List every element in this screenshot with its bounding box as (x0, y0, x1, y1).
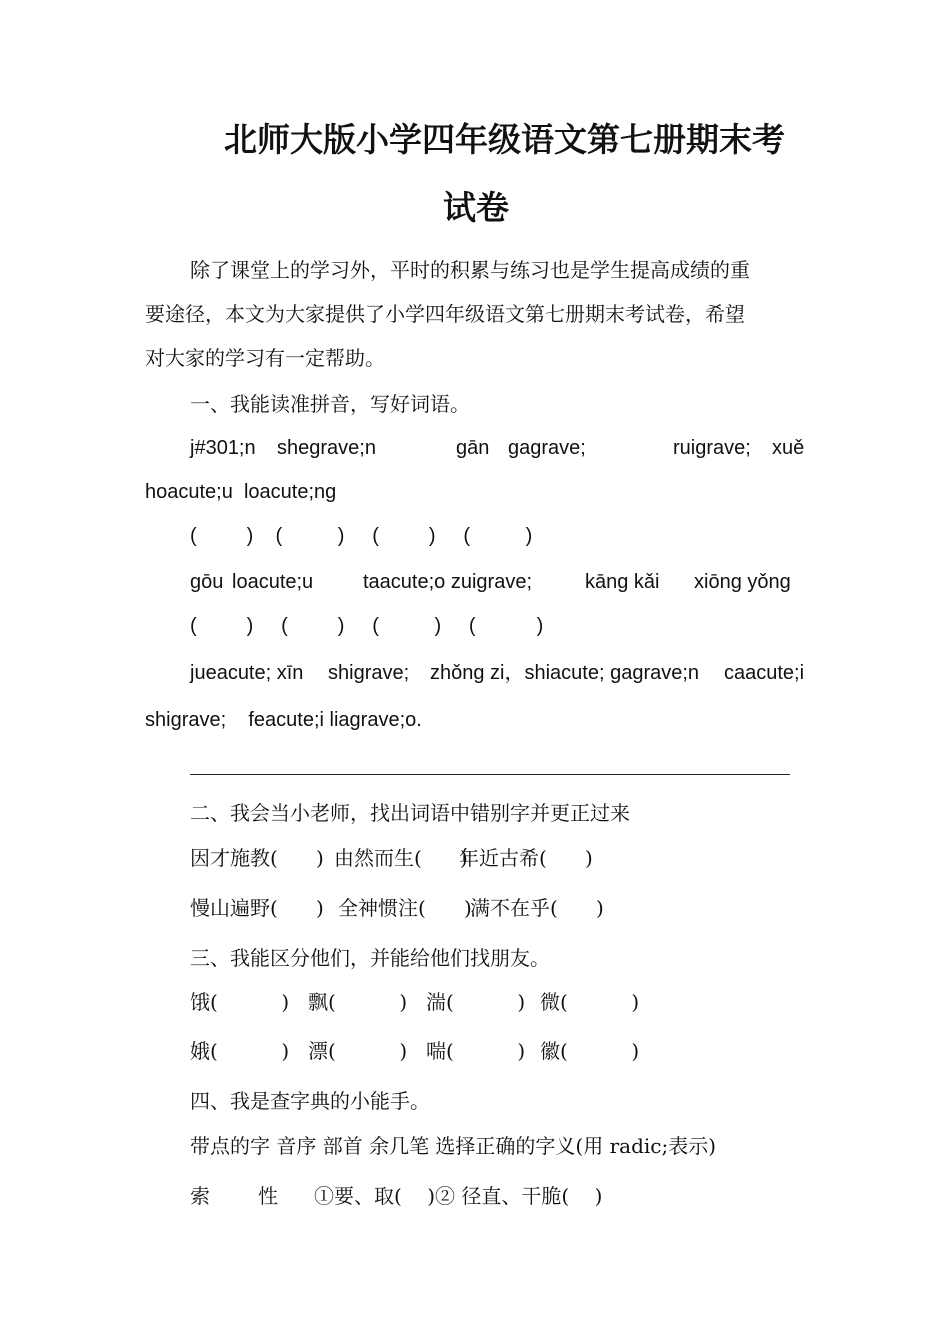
document-title-line-1: 北师大版小学四年级语文第七册期末考 (224, 120, 785, 159)
pinyin-item: kāng kǎi (585, 571, 660, 593)
section-4-heading: 四、我是查字典的小能手。 (190, 1089, 430, 1113)
dictionary-char: 索 (190, 1184, 210, 1208)
section-1-heading: 一、我能读准拼音，写好词语。 (190, 392, 470, 416)
correction-item: 因才施教( ) (190, 846, 324, 870)
pinyin-item: shegrave;n (277, 437, 376, 459)
character: 飘 (308, 990, 328, 1014)
character-blank: 湍( ) (426, 990, 526, 1014)
character-blank: 喘( ) (426, 1039, 526, 1063)
character-blank: 微( ) (540, 990, 640, 1014)
pinyin-item: ruigrave; (673, 437, 751, 459)
character: 微 (540, 990, 560, 1014)
answer-blanks-row-1: ( ) ( ) ( ) ( ) (190, 525, 533, 547)
character: 娥 (190, 1039, 210, 1063)
correction-item: 慢山遍野( ) (190, 896, 324, 920)
intro-line-2: 要途径，本文为大家提供了小学四年级语文第七册期末考试卷，希望 (145, 302, 745, 326)
pinyin-item: gagrave; (508, 437, 586, 459)
character: 徽 (540, 1039, 560, 1063)
pinyin-continuation: hoacute;u loacute;ng (145, 481, 337, 503)
answer-line (190, 774, 790, 775)
section-2-heading: 二、我会当小老师，找出词语中错别字并更正过来 (190, 801, 630, 825)
pinyin-item: jueacute; xīn (190, 662, 304, 684)
pinyin-item: zhǒng zi，shiacute; gagrave;n (430, 662, 700, 684)
section-3-heading: 三、我能区分他们，并能给他们找朋友。 (190, 946, 550, 970)
intro-line-1: 除了课堂上的学习外，平时的积累与练习也是学生提高成绩的重 (190, 258, 750, 282)
dictionary-table-header: 带点的字 音序 部首 余几笔 选择正确的字义(用 radic;表示) (190, 1134, 717, 1158)
pinyin-item: gōu (190, 571, 224, 593)
document-title-line-2: 试卷 (443, 188, 509, 227)
correction-item: 年近古希( ) (459, 846, 593, 870)
correction-item: 满不在乎( ) (470, 896, 604, 920)
intro-line-3: 对大家的学习有一定帮助。 (145, 346, 385, 370)
pinyin-item: j#301;n (190, 437, 256, 459)
meaning-options: ①要、取( )② 径直、干脆( ) (314, 1184, 603, 1208)
answer-blanks-row-2: ( ) ( ) ( ) ( ) (190, 615, 544, 637)
pinyin-item: xuě (772, 437, 805, 459)
character: 湍 (426, 990, 446, 1014)
pinyin-item: gān (456, 437, 490, 459)
character: 漂 (308, 1039, 328, 1063)
pinyin-item: shigrave; (328, 662, 410, 684)
character-blank: 漂( ) (308, 1039, 408, 1063)
pinyin-item: caacute;i (724, 662, 805, 684)
correction-item: 由然而生( ) (334, 846, 468, 870)
dictionary-char: 性 (258, 1184, 278, 1208)
character-blank: 饿( ) (190, 990, 290, 1014)
character-blank: 娥( ) (190, 1039, 290, 1063)
pinyin-item: xiōng yǒng (694, 571, 791, 593)
character-blank: 徽( ) (540, 1039, 640, 1063)
pinyin-item: taacute;o zuigrave; (363, 571, 532, 593)
pinyin-continuation: shigrave; feacute;i liagrave;o. (145, 709, 422, 731)
pinyin-item: loacute;u (232, 571, 314, 593)
character: 饿 (190, 990, 210, 1014)
correction-item: 全神惯注( ) (338, 896, 472, 920)
character: 喘 (426, 1039, 446, 1063)
character-blank: 飘( ) (308, 990, 408, 1014)
